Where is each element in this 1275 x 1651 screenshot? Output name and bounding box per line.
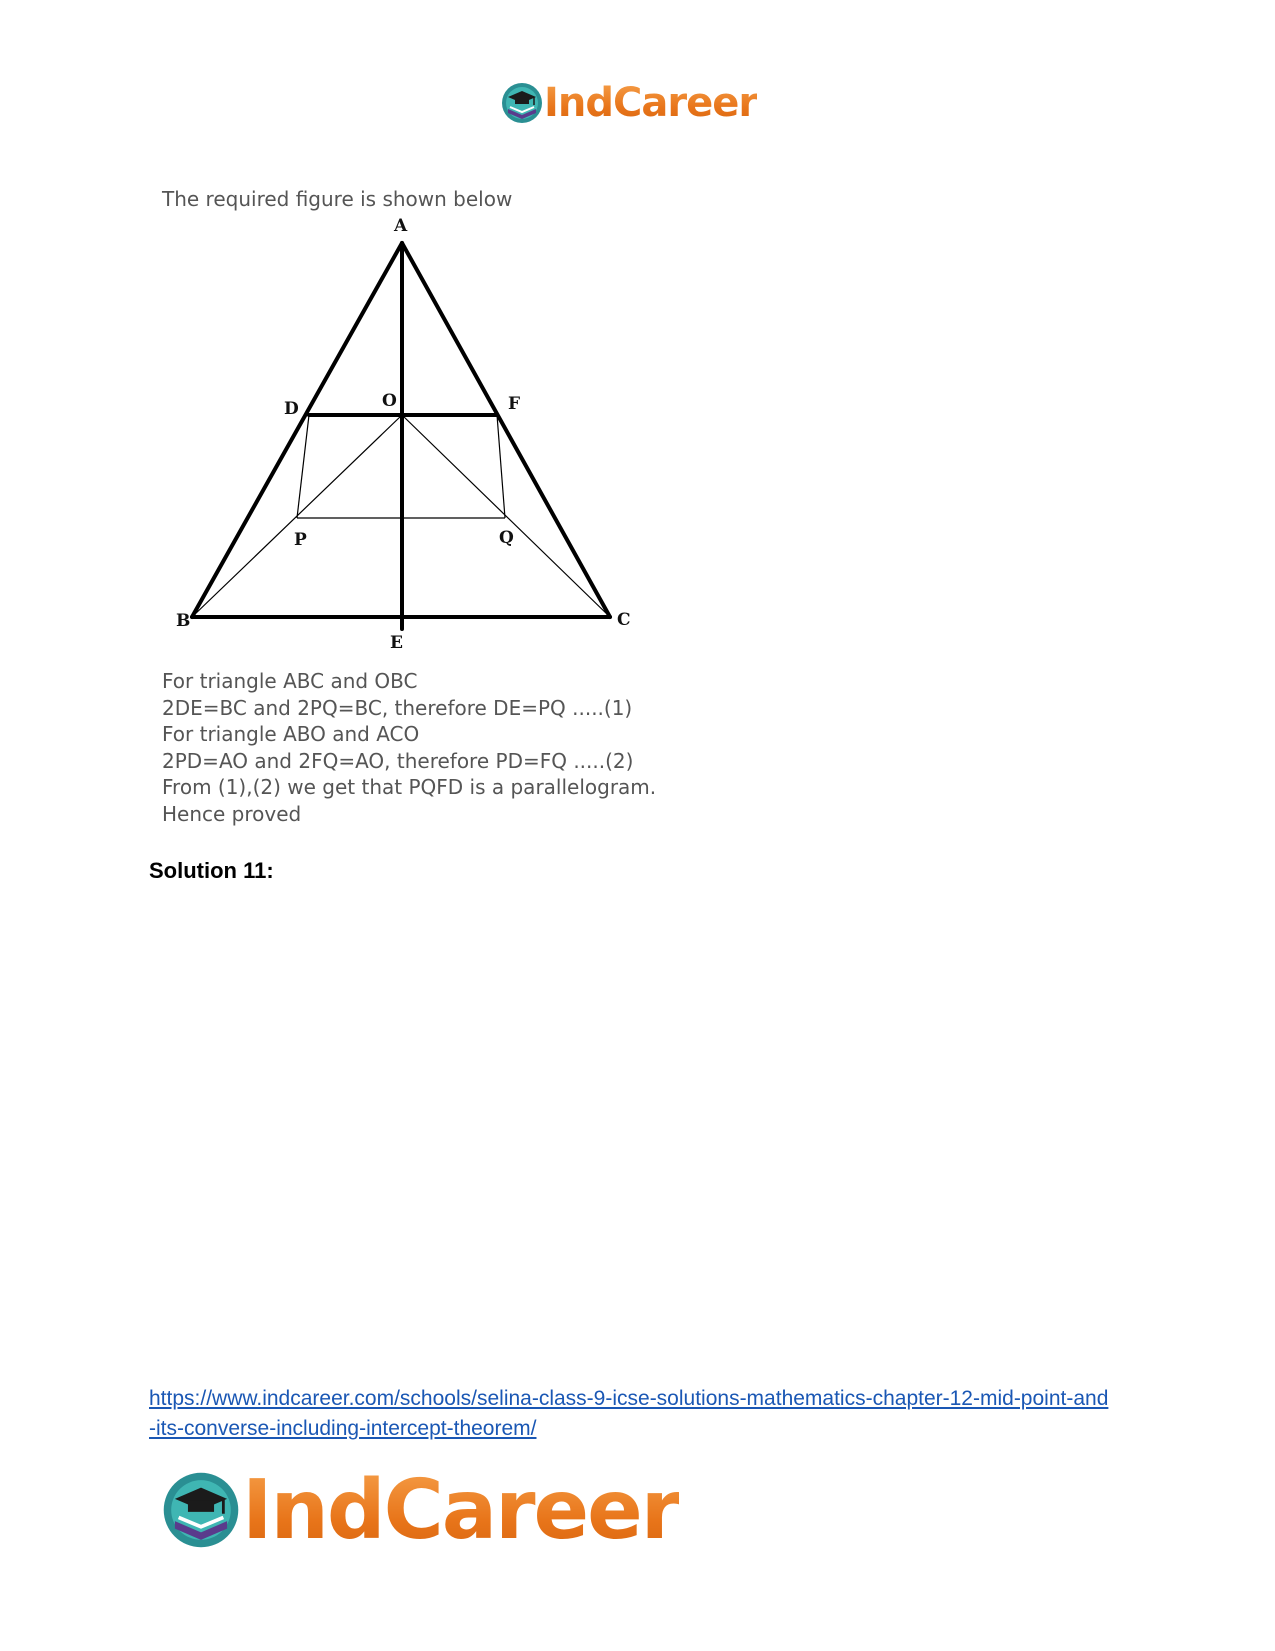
label-p: P	[294, 530, 307, 550]
graduation-cap-book-icon	[160, 1469, 242, 1551]
proof-line: 2DE=BC and 2PQ=BC, therefore DE=PQ .....(1)	[162, 695, 633, 720]
proof-line: 2PD=AO and 2FQ=AO, therefore PD=FQ .....(2)	[162, 748, 634, 773]
label-b: B	[176, 611, 191, 631]
brand-name: IndCareer	[544, 80, 758, 126]
triangle-figure	[160, 215, 660, 655]
proof-line: For triangle ABO and ACO	[162, 722, 420, 746]
proof-line: Hence proved	[162, 801, 302, 826]
label-e: E	[390, 633, 403, 653]
proof-line: For triangle ABC and OBC	[162, 669, 418, 693]
segment-oc	[402, 415, 610, 617]
label-o: O	[382, 391, 397, 411]
label-d: D	[284, 399, 299, 419]
segment-fq	[497, 415, 505, 518]
proof-line: From (1),(2) we get that PQFD is a parallelogram.	[162, 775, 657, 799]
label-a: A	[394, 216, 408, 236]
side-ac	[402, 243, 610, 617]
label-c: C	[617, 610, 631, 630]
graduation-cap-book-icon	[500, 81, 544, 125]
label-q: Q	[499, 528, 514, 548]
header-logo	[500, 78, 757, 128]
label-f: F	[508, 394, 521, 414]
source-link[interactable]: https://www.indcareer.com/schools/selina-class-9-icse-solutions-mathematics-chapter-12-mid-point-and-its-converse-including-intercept-theorem/	[149, 1387, 1109, 1440]
proof-text	[162, 668, 656, 827]
footer-logo	[160, 1462, 680, 1558]
figure-caption: The required figure is shown below	[162, 187, 513, 211]
side-ab	[192, 243, 402, 617]
brand-name: IndCareer	[242, 1462, 680, 1558]
solution-heading: Solution 11:	[149, 858, 274, 883]
